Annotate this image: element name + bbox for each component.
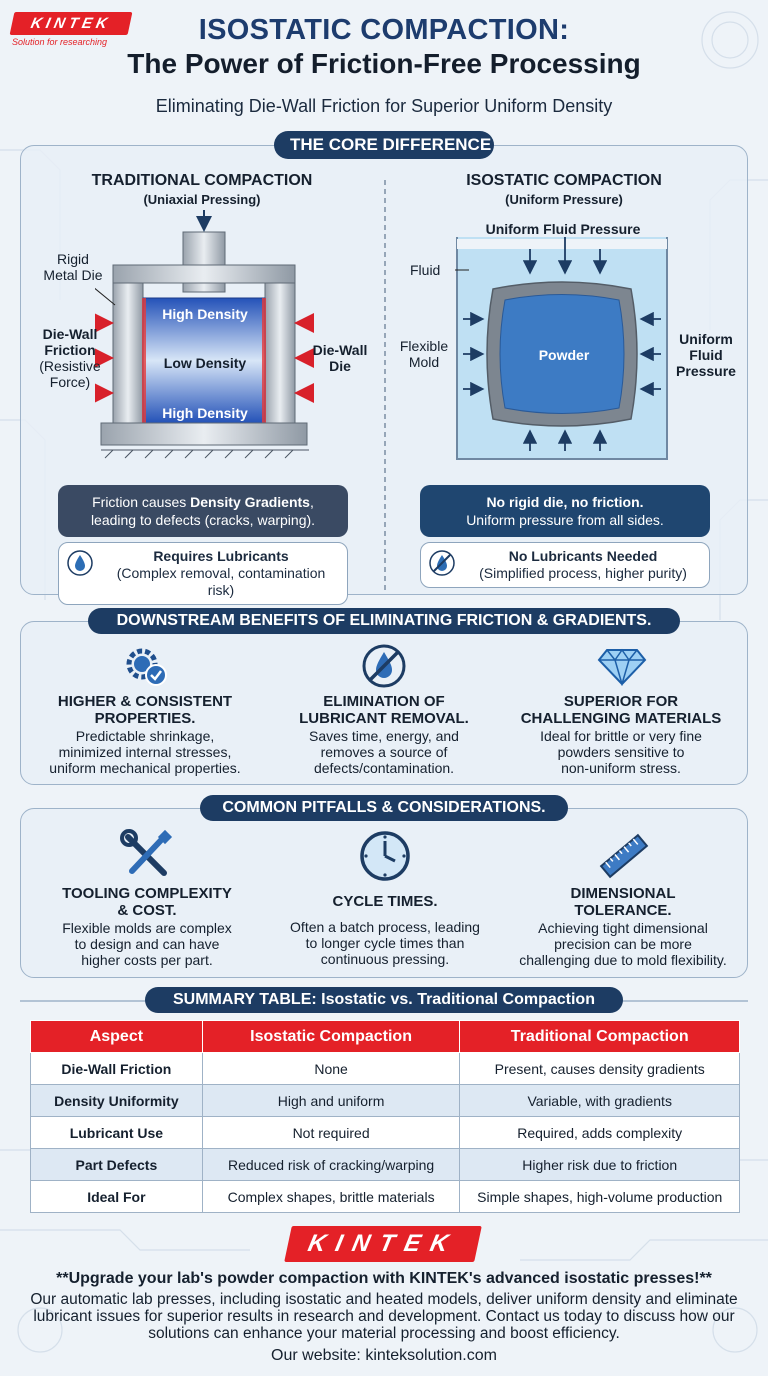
no-lubricants-box xyxy=(420,542,710,588)
benefit-title: ELIMINATION OF LUBRICANT REMOVAL. xyxy=(299,693,469,727)
pitfall-desc: Flexible molds are complex to design and can have higher costs per part. xyxy=(62,920,232,968)
die-wall-label: Die-Wall Die xyxy=(312,342,368,374)
no-lubricants-desc: (Simplified process, higher purity) xyxy=(479,565,687,581)
rigid-die-label: Rigid Metal Die xyxy=(43,251,103,283)
pitfalls-heading: COMMON PITFALLS & CONSIDERATIONS. xyxy=(200,795,568,821)
footer-brand-name: KINTEK xyxy=(284,1226,482,1262)
benefit-desc: Saves time, energy, and removes a source of defects/contamination. xyxy=(309,728,459,776)
gear-check-icon xyxy=(120,642,170,688)
pitfall-title: TOOLING COMPLEXITY & COST. xyxy=(62,885,232,919)
pitfall-item xyxy=(502,885,744,968)
resistive-force-label: (Resistive Force) xyxy=(39,358,101,390)
traditional-note-post: , xyxy=(309,494,314,510)
page-subtitle: Eliminating Die-Wall Friction for Superior Uniform Density xyxy=(155,96,613,116)
density-bottom-label: High Density xyxy=(162,405,248,421)
powder-label: Powder xyxy=(538,347,590,363)
flexible-mold-label: Flexible Mold xyxy=(399,338,449,370)
no-droplet-icon xyxy=(429,550,455,576)
table-cell: Present, causes density gradients xyxy=(460,1053,740,1085)
table-row xyxy=(31,1117,740,1149)
traditional-note xyxy=(58,485,348,537)
traditional-note-bold: Density Gradients xyxy=(190,494,310,510)
table-cell-aspect: Density Uniformity xyxy=(31,1085,203,1117)
table-row xyxy=(31,1149,740,1181)
benefits-heading: DOWNSTREAM BENEFITS OF ELIMINATING FRICTION & GRADIENTS. xyxy=(88,608,680,634)
page-title: ISOSTATIC COMPACTION: xyxy=(198,14,570,46)
table-cell-aspect: Die-Wall Friction xyxy=(31,1053,203,1085)
table-cell-aspect: Part Defects xyxy=(31,1149,203,1181)
pitfall-title: CYCLE TIMES. xyxy=(332,893,438,910)
requires-lubricants-box xyxy=(58,542,348,605)
pitfall-item xyxy=(30,885,264,968)
isostatic-subtitle: (Uniform Pressure) xyxy=(505,192,623,207)
brand-name: KINTEK xyxy=(10,12,133,35)
website-line xyxy=(0,1347,768,1365)
traditional-subtitle: (Uniaxial Pressing) xyxy=(143,192,261,207)
fluid-label: Fluid xyxy=(410,262,441,278)
no-lubricant-icon xyxy=(360,642,408,690)
benefit-desc: Ideal for brittle or very fine powders sensitive to non-uniform stress. xyxy=(540,728,702,776)
uniaxial-die-diagram xyxy=(95,210,335,460)
summary-table xyxy=(30,1020,740,1213)
uniform-fluid-pressure-right-label: Uniform Fluid Pressure xyxy=(676,331,736,379)
benefit-item xyxy=(505,693,737,776)
pitfall-desc: Achieving tight dimensional precision can be more challenging due to mold flexibility. xyxy=(519,920,727,968)
table-cell: Complex shapes, brittle materials xyxy=(202,1181,460,1213)
benefit-title: HIGHER & CONSISTENT PROPERTIES. xyxy=(57,693,233,727)
clock-icon xyxy=(358,829,412,883)
table-cell: None xyxy=(202,1053,460,1085)
table-cell: Required, adds complexity xyxy=(460,1117,740,1149)
pitfall-desc: Often a batch process, leading to longer cycle times than continuous pressing. xyxy=(290,919,480,967)
density-top-label: High Density xyxy=(162,306,248,322)
benefit-item xyxy=(270,693,498,776)
isostatic-note-line2: Uniform pressure from all sides. xyxy=(466,512,664,528)
brand-tagline: Solution for researching xyxy=(12,37,108,47)
website-link[interactable]: kinteksolution.com xyxy=(365,1347,497,1364)
pitfall-title: DIMENSIONAL TOLERANCE. xyxy=(570,885,676,919)
table-row xyxy=(31,1085,740,1117)
table-cell: High and uniform xyxy=(202,1085,460,1117)
traditional-note-line2: leading to defects (cracks, warping). xyxy=(90,512,316,528)
uniform-fluid-pressure-top-label: Uniform Fluid Pressure xyxy=(485,221,641,237)
table-cell: Variable, with gradients xyxy=(460,1085,740,1117)
table-cell: Not required xyxy=(202,1117,460,1149)
column-header: Traditional Compaction xyxy=(460,1021,740,1053)
core-difference-heading: THE CORE DIFFERENCE xyxy=(274,131,494,159)
isostatic-note xyxy=(420,485,710,537)
summary-heading: SUMMARY TABLE: Isostatic vs. Traditional Compaction xyxy=(145,987,623,1013)
die-wall-friction-label: Die-Wall Friction xyxy=(42,326,98,358)
page-title-line2: The Power of Friction-Free Processing xyxy=(127,48,641,79)
tools-icon xyxy=(120,829,174,883)
diamond-icon xyxy=(597,642,647,686)
benefit-title: SUPERIOR FOR CHALLENGING MATERIALS xyxy=(520,693,722,727)
benefit-desc: Predictable shrinkage, minimized internal stresses, uniform mechanical properties. xyxy=(49,728,241,776)
isostatic-title: ISOSTATIC COMPACTION xyxy=(466,172,662,189)
requires-lubricants-title: Requires Lubricants xyxy=(153,548,289,564)
website-label: Our website: xyxy=(271,1347,366,1364)
column-header: Isostatic Compaction xyxy=(202,1021,460,1053)
traditional-title: TRADITIONAL COMPACTION xyxy=(91,172,313,189)
table-cell: Reduced risk of cracking/warping xyxy=(202,1149,460,1181)
droplet-icon xyxy=(67,550,93,576)
table-row xyxy=(31,1053,740,1085)
cta-body: Our automatic lab presses, including isostatic and heated models, deliver uniform density and eliminate lubricant issues for superior results in research and development. Contact us today to discuss how our solutions can enhance your material processing and boost efficiency. xyxy=(30,1291,738,1342)
column-divider xyxy=(384,180,386,590)
traditional-note-pre: Friction causes xyxy=(92,494,191,510)
cta-title: **Upgrade your lab's powder compaction with KINTEK's advanced isostatic presses!** xyxy=(56,1270,712,1287)
column-header: Aspect xyxy=(31,1021,203,1053)
benefit-item xyxy=(30,693,260,776)
requires-lubricants-desc: (Complex removal, contamination risk) xyxy=(116,565,326,598)
no-lubricants-title: No Lubricants Needed xyxy=(508,548,658,564)
table-cell: Simple shapes, high-volume production xyxy=(460,1181,740,1213)
pitfall-item xyxy=(270,893,500,967)
footer-logo xyxy=(288,1226,478,1262)
isostatic-note-bold: No rigid die, no friction. xyxy=(486,494,644,510)
density-middle-label: Low Density xyxy=(163,355,247,371)
table-header-row xyxy=(31,1021,740,1053)
table-cell-aspect: Lubricant Use xyxy=(31,1117,203,1149)
ruler-icon xyxy=(596,829,650,883)
table-cell: Higher risk due to friction xyxy=(460,1149,740,1181)
table-cell-aspect: Ideal For xyxy=(31,1181,203,1213)
table-row xyxy=(31,1181,740,1213)
